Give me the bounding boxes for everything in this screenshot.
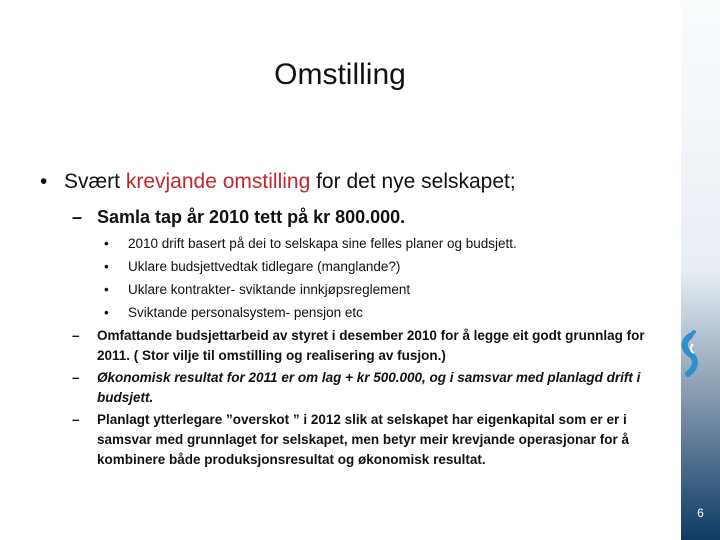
point-surplus bbox=[72, 410, 672, 470]
bullet-dot-icon: • bbox=[104, 259, 109, 274]
slide-title: Omstilling bbox=[274, 58, 406, 91]
sub-item-text: Sviktande personalsystem- pensjon etc bbox=[128, 305, 363, 320]
sub-item-text: Uklare budsjettvedtak tidlegare (manglande?) bbox=[128, 259, 401, 274]
point-budget-text: Omfattande budsjettarbeid av styret i desember 2010 for å legge eit godt grunnlag for 2011. ( Stor vilje til omstilling og realisering av fusjon.) bbox=[97, 328, 645, 363]
bullet-dot-icon: • bbox=[40, 170, 48, 193]
main-bullet-post: for det nye selskapet; bbox=[310, 170, 516, 193]
bullet-dot-icon: • bbox=[104, 282, 109, 297]
bullet-dot-icon: • bbox=[104, 305, 109, 320]
point-surplus-text: Planlagt ytterlegare ”overskot ” i 2012 slik at selskapet har eigenkapital som er er i samsvar med grunnlaget for selskapet, men betyr meir krevjande operasjonar for å kombinere både produksjonsresultat og økonomisk resultat. bbox=[97, 412, 629, 467]
sub-item-text: Uklare kontrakter- sviktande innkjøpsreglement bbox=[128, 282, 411, 297]
point-budget bbox=[72, 326, 672, 366]
dash-icon: – bbox=[72, 412, 80, 427]
right-gradient-bar bbox=[681, 0, 720, 540]
point-result-text: Økonomisk resultat for 2011 er om lag + kr 500.000, og i samsvar med planlagd drift i budsjett. bbox=[97, 370, 641, 405]
page-number: 6 bbox=[697, 506, 704, 520]
sub-point-main-text: Samla tap år 2010 tett på kr 800.000. bbox=[97, 207, 406, 227]
point-result bbox=[72, 368, 672, 408]
dash-icon: – bbox=[72, 207, 83, 227]
dash-icon: – bbox=[72, 328, 80, 343]
company-logo-icon bbox=[676, 330, 706, 382]
main-bullet-highlight: krevjande omstilling bbox=[125, 170, 311, 193]
main-bullet-text bbox=[64, 168, 516, 196]
sub-item-text: 2010 drift basert på dei to selskapa sine felles planer og budsjett. bbox=[128, 236, 517, 251]
main-bullet-pre: Svært bbox=[64, 170, 126, 193]
bullet-dot-icon: • bbox=[104, 236, 109, 251]
dash-icon: – bbox=[72, 370, 80, 385]
